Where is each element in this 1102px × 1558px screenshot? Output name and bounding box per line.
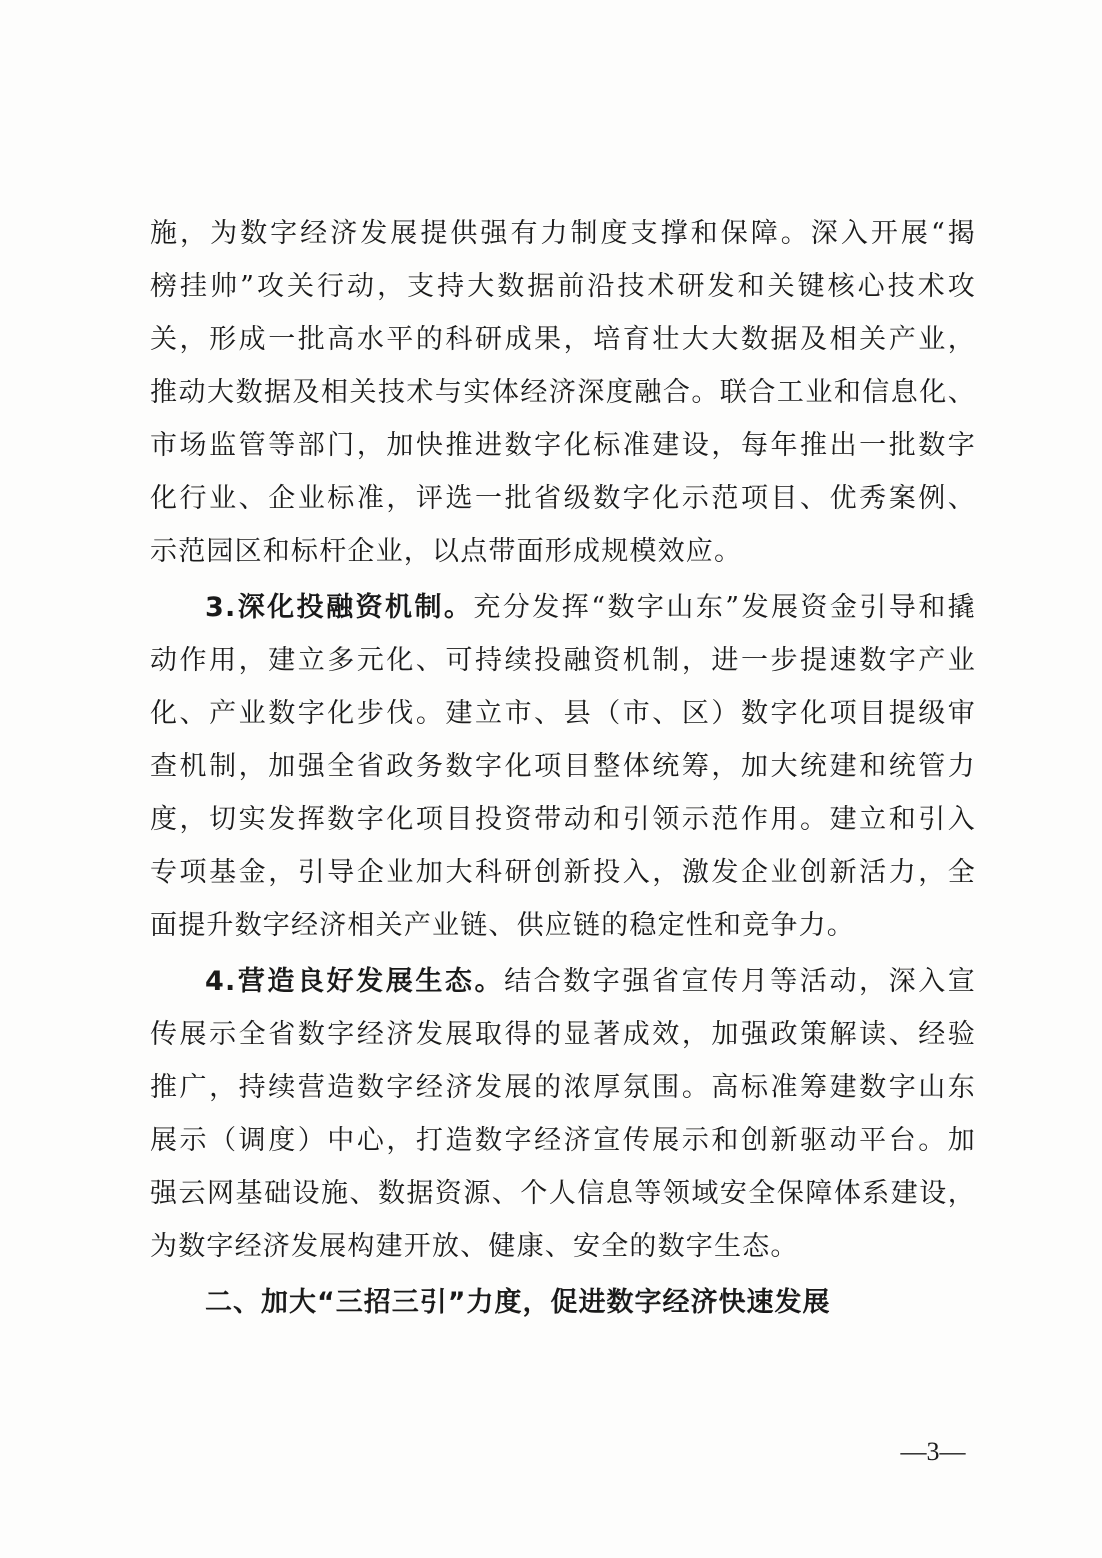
paragraph-3-first-line-text: 充分发挥“数字山东”发展资金引导和撬 xyxy=(473,592,976,623)
text-line: 为数字经济发展构建开放、健康、安全的数字生态。 xyxy=(150,1231,799,1262)
paragraph-3-first-line xyxy=(150,581,976,634)
paragraph-4-first-line xyxy=(150,955,976,1008)
page-number: —3— xyxy=(900,1437,966,1466)
text-line: 传展示全省数字经济发展取得的显著成效，加强政策解读、经验 xyxy=(150,1019,976,1050)
document-body xyxy=(150,207,976,1329)
text-line: 化、产业数字化步伐。建立市、县（市、区）数字化项目提级审 xyxy=(150,698,976,729)
paragraph-3-lead: 3.深化投融资机制。 xyxy=(205,592,474,623)
section-heading: 二、加大“三招三引”力度，促进数字经济快速发展 xyxy=(205,1287,831,1318)
text-line: 施，为数字经济发展提供强有力制度支撑和保障。深入开展“揭 xyxy=(150,218,976,249)
text-line: 度，切实发挥数字化项目投资带动和引领示范作用。建立和引入 xyxy=(150,804,976,835)
paragraph-4-first-line-text: 结合数字强省宣传月等活动，深入宣 xyxy=(504,966,976,997)
text-line: 推广，持续营造数字经济发展的浓厚氛围。高标准筹建数字山东 xyxy=(150,1072,976,1103)
text-line: 关，形成一批高水平的科研成果，培育壮大大数据及相关产业， xyxy=(150,324,976,355)
text-line: 市场监管等部门，加快推进数字化标准建设，每年推出一批数字 xyxy=(150,430,976,461)
text-line: 面提升数字经济相关产业链、供应链的稳定性和竞争力。 xyxy=(150,910,855,941)
text-line: 专项基金，引导企业加大科研创新投入，激发企业创新活力，全 xyxy=(150,857,976,888)
text-line: 查机制，加强全省政务数字化项目整体统筹，加大统建和统管力 xyxy=(150,751,976,782)
text-line: 展示（调度）中心，打造数字经济宣传展示和创新驱动平台。加 xyxy=(150,1125,976,1156)
text-line: 榜挂帅”攻关行动，支持大数据前沿技术研发和关键核心技术攻 xyxy=(150,271,976,302)
text-line: 强云网基础设施、数据资源、个人信息等领域安全保障体系建设， xyxy=(150,1178,976,1209)
text-line: 示范园区和标杆企业，以点带面形成规模效应。 xyxy=(150,536,743,567)
text-line: 推动大数据及相关技术与实体经济深度融合。联合工业和信息化、 xyxy=(150,377,976,408)
paragraph-4-lead: 4.营造良好发展生态。 xyxy=(205,966,505,997)
text-line: 动作用，建立多元化、可持续投融资机制，进一步提速数字产业 xyxy=(150,645,976,676)
text-line: 化行业、企业标准，评选一批省级数字化示范项目、优秀案例、 xyxy=(150,483,976,514)
